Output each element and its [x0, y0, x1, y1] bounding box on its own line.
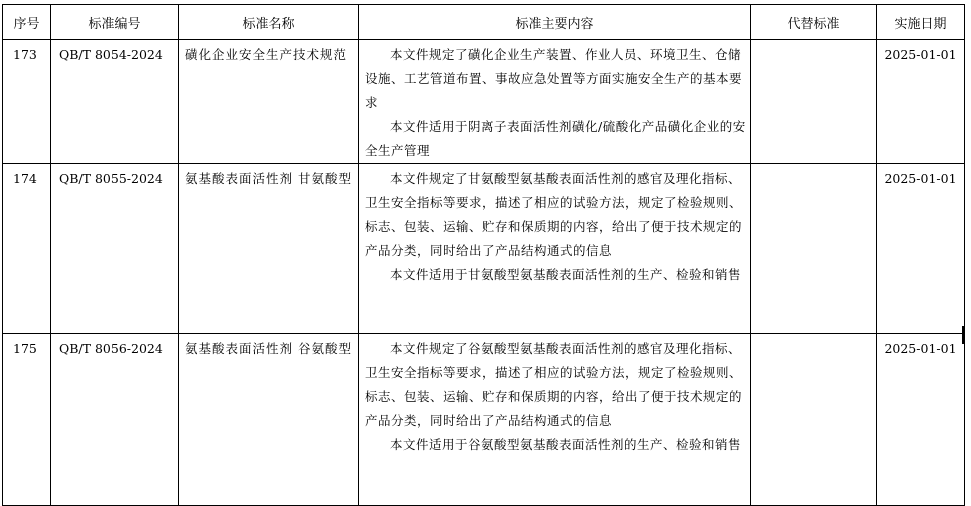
table-row [3, 164, 965, 334]
header-seq: 序号 [3, 5, 51, 40]
cell-code: QB/T 8056-2024 [51, 334, 179, 506]
content-paragraph: 本文件规定了磺化企业生产装置、作业人员、环境卫生、仓储设施、工艺管道布置、事故应急处置等方面实施安全生产的基本要求 [365, 47, 743, 110]
cell-date: 2025-01-01 [877, 164, 965, 334]
content-paragraph: 本文件适用于阴离子表面活性剂磺化/硫酸化产品磺化企业的安全生产管理 [365, 119, 746, 158]
content-paragraph: 本文件适用于谷氨酸型氨基酸表面活性剂的生产、检验和销售 [390, 437, 742, 452]
cell-seq: 173 [3, 40, 51, 164]
header-replace: 代替标准 [751, 5, 877, 40]
cell-code: QB/T 8055-2024 [51, 164, 179, 334]
header-name: 标准名称 [179, 5, 359, 40]
header-code: 标准编号 [51, 5, 179, 40]
cell-name: 氨基酸表面活性剂 甘氨酸型 [179, 164, 359, 334]
cell-content [359, 40, 751, 164]
cell-replace [751, 164, 877, 334]
cell-seq: 174 [3, 164, 51, 334]
content-paragraph: 本文件规定了甘氨酸型氨基酸表面活性剂的感官及理化指标、卫生安全指标等要求，描述了相应的试验方法，规定了检验规则、标志、包装、运输、贮存和保质期的内容，给出了便于技术规定的产品分类，同时给出了产品结构通式的信息 [365, 171, 743, 258]
content-paragraph: 本文件规定了谷氨酸型氨基酸表面活性剂的感官及理化指标、卫生安全指标等要求，描述了相应的试验方法，规定了检验规则、标志、包装、运输、贮存和保质期的内容，给出了便于技术规定的产品分类，同时给出了产品结构通式的信息 [365, 341, 743, 428]
text-cursor-mark [962, 326, 964, 344]
cell-code: QB/T 8054-2024 [51, 40, 179, 164]
cell-replace [751, 40, 877, 164]
table-row [3, 334, 965, 506]
standards-table [2, 4, 965, 506]
cell-seq: 175 [3, 334, 51, 506]
header-date: 实施日期 [877, 5, 965, 40]
cell-date: 2025-01-01 [877, 40, 965, 164]
table-row [3, 40, 965, 164]
cell-replace [751, 334, 877, 506]
cell-name: 磺化企业安全生产技术规范 [179, 40, 359, 164]
cell-content [359, 164, 751, 334]
content-paragraph: 本文件适用于甘氨酸型氨基酸表面活性剂的生产、检验和销售 [390, 267, 742, 282]
cell-content [359, 334, 751, 506]
header-content: 标准主要内容 [359, 5, 751, 40]
table-header-row [3, 5, 965, 40]
cell-date: 2025-01-01 [877, 334, 965, 506]
cell-name: 氨基酸表面活性剂 谷氨酸型 [179, 334, 359, 506]
